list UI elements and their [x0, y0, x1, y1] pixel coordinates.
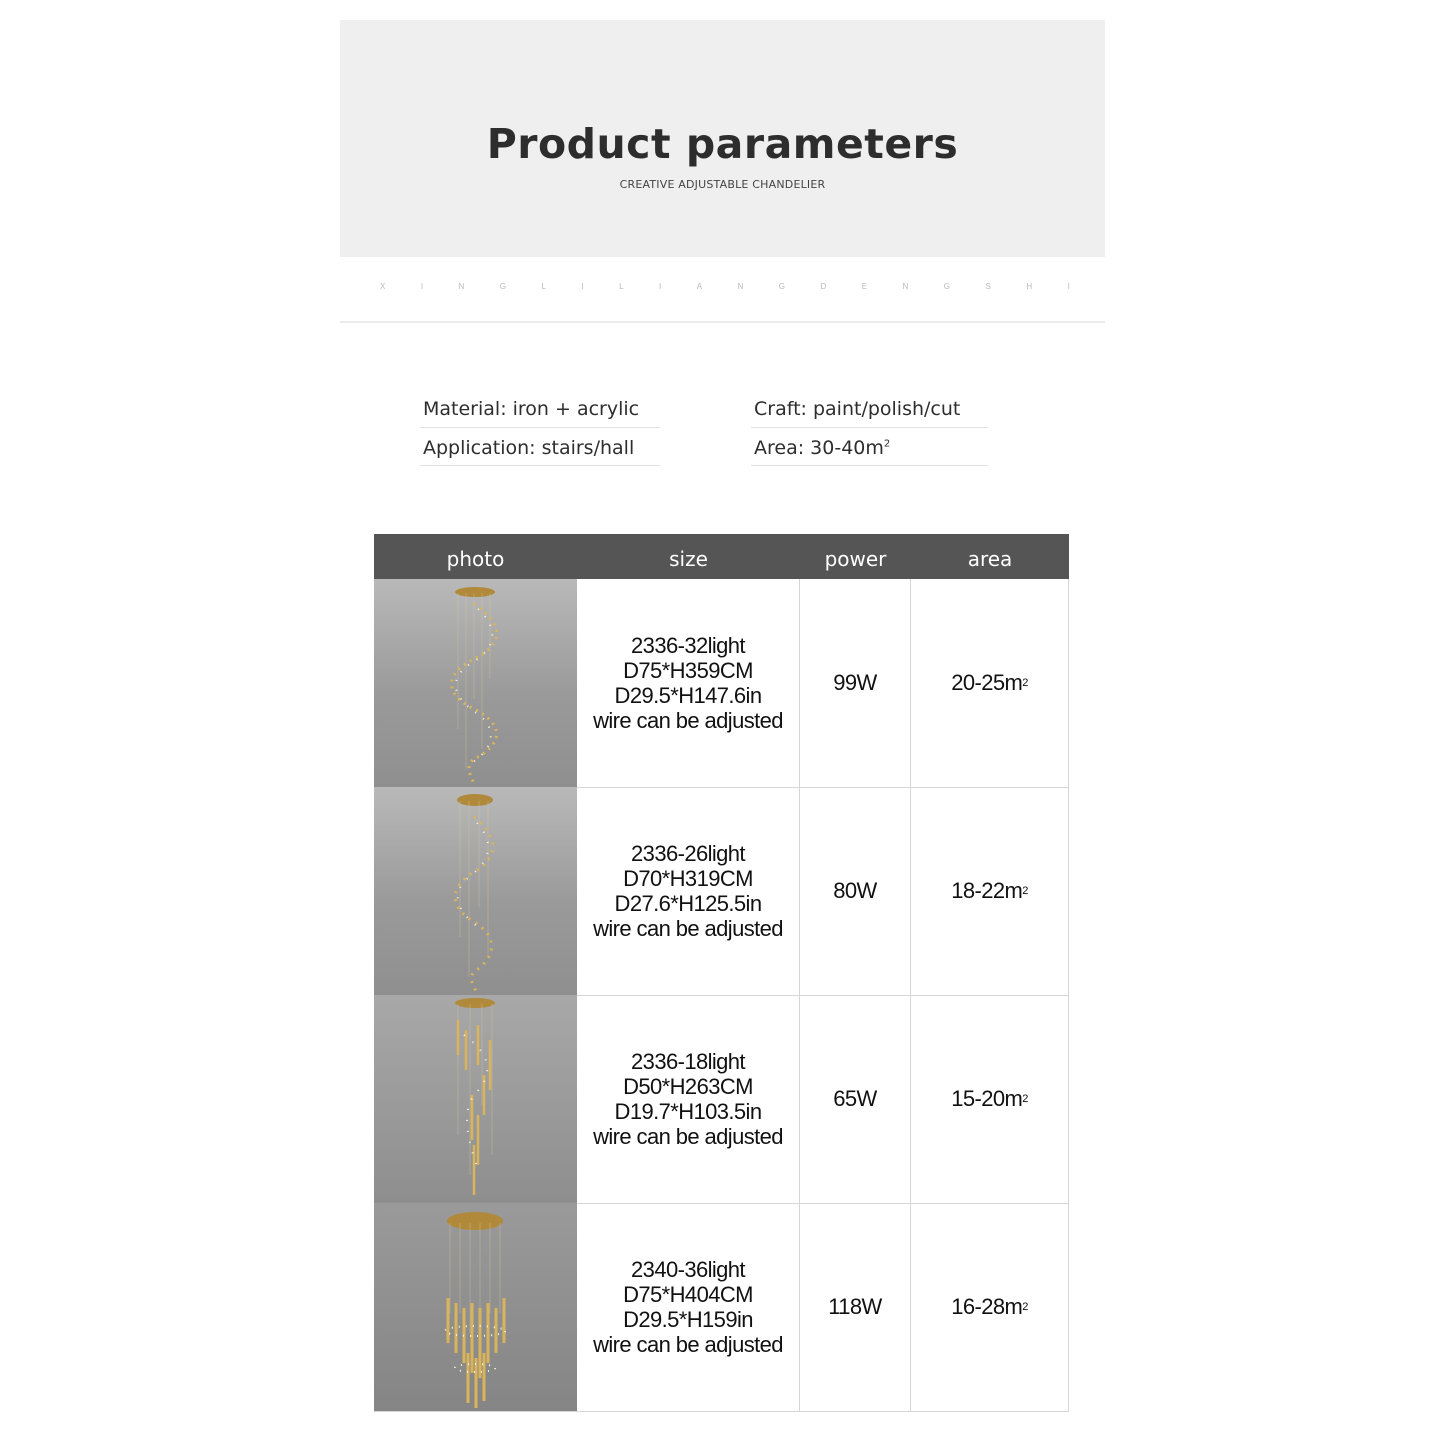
model-name: 2340-36light: [631, 1257, 745, 1282]
header-area: area: [967, 547, 1013, 571]
strip-letter: G: [778, 282, 786, 291]
strip-letter: I: [581, 282, 584, 291]
page-subtitle: CREATIVE ADJUSTABLE CHANDELIER: [619, 178, 826, 191]
area-value: 18-22m: [951, 878, 1023, 903]
area-cell: [911, 1203, 1069, 1411]
spec-area-sup: 2: [883, 438, 891, 450]
strip-letter: H: [1026, 282, 1033, 291]
size-cm: D75*H404CM: [623, 1282, 753, 1307]
strip-letter: X: [380, 282, 386, 291]
model-name: 2336-32light: [631, 633, 745, 658]
title-banner: [340, 20, 1105, 257]
table-row: [374, 995, 1069, 1204]
table-header: [374, 534, 1069, 579]
power-cell: 65W: [800, 995, 911, 1203]
power-cell: 80W: [800, 787, 911, 995]
header-photo: photo: [446, 547, 505, 571]
strip-letter: L: [541, 282, 546, 291]
size-cm: D70*H319CM: [623, 866, 753, 891]
size-cell: [577, 579, 800, 787]
strip-letter: I: [659, 282, 662, 291]
size-cell: [577, 995, 800, 1203]
strip-letter: I: [420, 282, 424, 291]
area-sup: 2: [1022, 1093, 1028, 1105]
strip-letter: D: [820, 282, 827, 291]
size-cm: D50*H263CM: [623, 1074, 753, 1099]
spec-underline: [420, 427, 660, 428]
table-row: [374, 579, 1069, 788]
strip-letter: N: [737, 282, 744, 291]
spaced-letter-strip: [380, 282, 1070, 291]
product-photo: [374, 1203, 577, 1411]
section-divider: [340, 321, 1105, 323]
model-name: 2336-18light: [631, 1049, 745, 1074]
product-photo: [374, 579, 577, 787]
size-note: wire can be adjusted: [593, 708, 783, 733]
area-sup: 2: [1022, 1301, 1028, 1313]
area-cell: [911, 579, 1069, 787]
spiral-chandelier-icon: [374, 995, 577, 1203]
area-value: 15-20m: [951, 1086, 1023, 1111]
product-photo: [374, 787, 577, 995]
header-size: size: [669, 547, 708, 571]
size-note: wire can be adjusted: [593, 1332, 783, 1357]
strip-letter: N: [458, 282, 465, 291]
size-in: D29.5*H147.6in: [614, 683, 762, 708]
spec-area: [754, 437, 890, 459]
strip-letter: N: [902, 282, 909, 291]
spec-underline: [751, 465, 988, 466]
spiral-chandelier-icon: [374, 579, 577, 787]
size-cm: D75*H359CM: [623, 658, 753, 683]
page-title: Product parameters: [486, 120, 959, 168]
table-row: [374, 1203, 1069, 1412]
spiral-chandelier-icon: [374, 787, 577, 995]
area-value: 16-28m: [951, 1294, 1023, 1319]
power-cell: 118W: [800, 1203, 911, 1411]
model-name: 2336-26light: [631, 841, 745, 866]
table-row: [374, 787, 1069, 996]
strip-letter: L: [619, 282, 624, 291]
spec-underline: [751, 427, 988, 428]
area-cell: [911, 787, 1069, 995]
spec-underline: [420, 465, 660, 466]
area-value: 20-25m: [951, 670, 1023, 695]
spec-material: Material: iron + acrylic: [423, 398, 640, 420]
size-in: D29.5*H159in: [623, 1307, 753, 1332]
spec-craft: Craft: paint/polish/cut: [754, 398, 961, 420]
area-sup: 2: [1022, 677, 1028, 689]
strip-letter: E: [861, 282, 868, 291]
strip-letter: S: [985, 282, 991, 291]
size-note: wire can be adjusted: [593, 916, 783, 941]
size-cell: [577, 787, 800, 995]
area-cell: [911, 995, 1069, 1203]
power-cell: 99W: [800, 579, 911, 787]
strip-letter: I: [1067, 282, 1070, 291]
area-sup: 2: [1022, 885, 1028, 897]
strip-letter: G: [943, 282, 951, 291]
size-in: D27.6*H125.5in: [614, 891, 762, 916]
size-note: wire can be adjusted: [593, 1124, 783, 1149]
spec-area-label: Area: 30-40m: [754, 437, 884, 459]
size-cell: [577, 1203, 800, 1411]
strip-letter: A: [696, 282, 703, 291]
product-photo: [374, 995, 577, 1203]
ring-chandelier-icon: [374, 1203, 577, 1411]
header-power: power: [824, 547, 887, 571]
size-in: D19.7*H103.5in: [614, 1099, 762, 1124]
spec-application: Application: stairs/hall: [423, 437, 635, 459]
strip-letter: G: [499, 282, 506, 291]
